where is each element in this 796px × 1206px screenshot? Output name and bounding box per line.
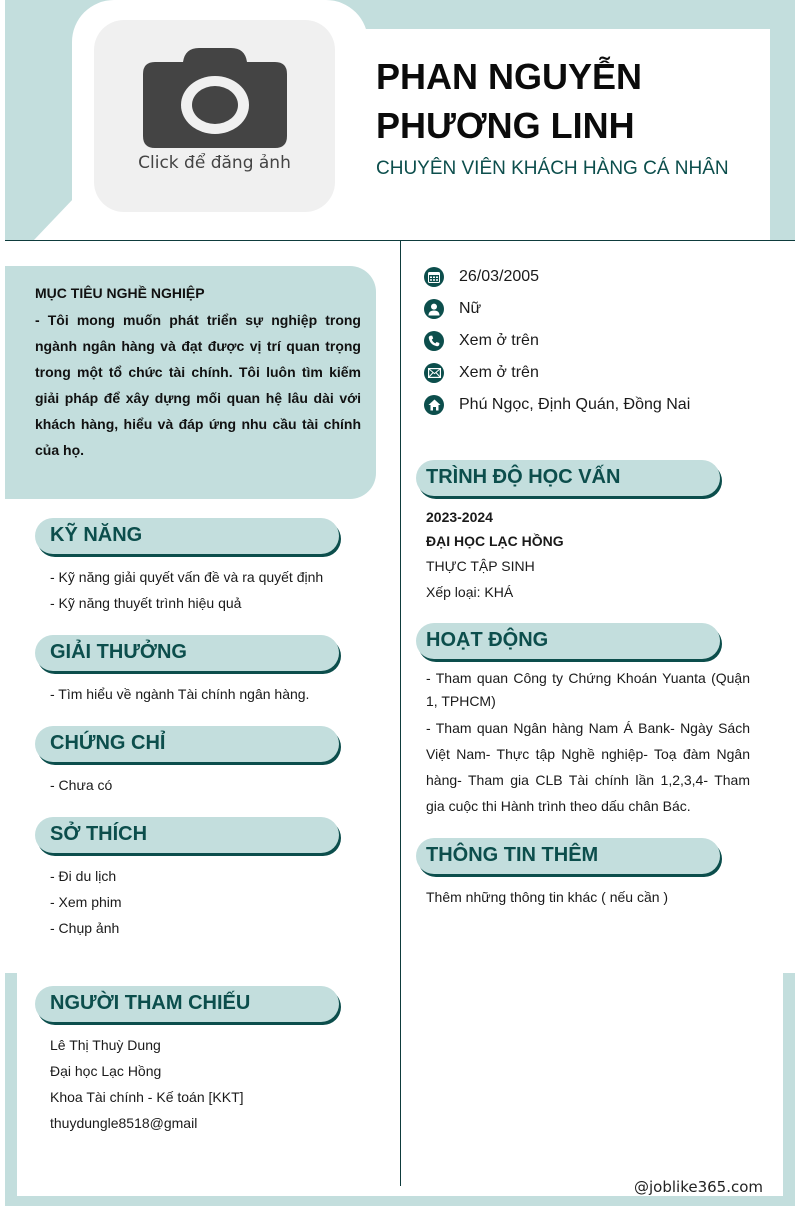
activities-list — [426, 667, 750, 819]
objective-title: MỤC TIÊU NGHỀ NGHIỆP — [35, 285, 205, 301]
reference-name: Lê Thị Thuỳ Dung — [50, 1037, 161, 1053]
reference-email: thuydungle8518@gmail — [50, 1115, 198, 1131]
education-grade: Xếp loại: KHÁ — [426, 584, 514, 600]
contact-value: Xem ở trên — [459, 332, 539, 349]
reference-org: Đại học Lạc Hồng — [50, 1063, 162, 1079]
list-item: - Tìm hiểu về ngành Tài chính ngân hàng. — [50, 686, 310, 702]
activity-item: - Tham quan Ngân hàng Nam Á Bank- Ngày Sách Việt Nam- Thực tập Nghề nghiệp- Toạ đàm Ngân hàng- Tham gia CLB Tài chính lần 1,2,3,4- Tham gia cuộc thi Hành trình theo dấu chân Bác. — [426, 720, 750, 814]
contact-value: Phú Ngọc, Định Quán, Đồng Nai — [459, 396, 691, 413]
full-name — [376, 52, 756, 150]
photo-upload-label: Click để đăng ảnh — [138, 153, 291, 173]
home-icon — [424, 395, 444, 415]
section-header-references — [35, 986, 339, 1022]
watermark: @joblike365.com — [634, 1178, 764, 1196]
education-period: 2023-2024 — [426, 509, 493, 525]
user-icon — [424, 299, 444, 319]
list-item: - Xem phim — [50, 894, 122, 910]
education-entry — [426, 505, 564, 605]
section-header-certificates — [35, 726, 339, 762]
section-header-hobbies — [35, 817, 339, 853]
skills-list — [50, 564, 323, 616]
contact-value: Nữ — [459, 300, 482, 317]
section-title: TRÌNH ĐỘ HỌC VẤN — [426, 466, 621, 488]
photo-upload[interactable] — [94, 20, 335, 212]
header-decor-triangle — [34, 198, 74, 240]
section-title: SỞ THÍCH — [50, 823, 148, 845]
additional-info-text: Thêm những thông tin khác ( nếu cần ) — [426, 889, 669, 905]
section-title: NGƯỜI THAM CHIẾU — [50, 992, 251, 1014]
section-header-awards — [35, 635, 339, 671]
certificates-list — [50, 772, 112, 798]
objective-box — [5, 266, 376, 499]
contact-value: 26/03/2005 — [459, 268, 540, 285]
section-title: GIẢI THƯỞNG — [50, 641, 187, 663]
references-list — [50, 1032, 244, 1136]
education-school: ĐẠI HỌC LẠC HỒNG — [426, 533, 564, 549]
section-title: HOẠT ĐỘNG — [426, 629, 549, 651]
contact-gender — [424, 298, 481, 320]
reference-dept: Khoa Tài chính - Kế toán [KKT] — [50, 1089, 244, 1105]
education-role: THỰC TẬP SINH — [426, 558, 535, 574]
contact-phone — [424, 330, 539, 352]
list-item: - Chưa có — [50, 777, 113, 793]
hobbies-list — [50, 863, 122, 941]
contact-email — [424, 362, 539, 384]
awards-list — [50, 681, 309, 707]
list-item: - Kỹ năng thuyết trình hiệu quả — [50, 595, 242, 611]
job-title: CHUYÊN VIÊN KHÁCH HÀNG CÁ NHÂN — [376, 158, 729, 179]
list-item: - Chụp ảnh — [50, 920, 120, 936]
list-item: - Đi du lịch — [50, 868, 117, 884]
activity-item: - Tham quan Công ty Chứng Khoán Yuanta (Quận 1, TPHCM) — [426, 670, 750, 709]
contact-address — [424, 394, 690, 416]
frame-bottom — [5, 1196, 795, 1206]
name-line-2: PHƯƠNG LINH — [376, 105, 635, 146]
camera-icon — [143, 48, 287, 148]
section-header-education — [416, 460, 720, 496]
contact-value: Xem ở trên — [459, 364, 539, 381]
section-header-activities — [416, 623, 720, 659]
objective-text: - Tôi mong muốn phát triển sự nghiệp trong ngành ngân hàng và đạt được vị trí quan trọng trong một tổ chức tài chính. Tôi luôn tìm kiếm giải pháp để xây dựng mối quan hệ lâu dài với khách hàng, hiểu và đáp ứng nhu cầu tài chính của họ. — [35, 312, 361, 458]
phone-icon — [424, 331, 444, 351]
contact-birthdate — [424, 266, 539, 288]
section-header-skills — [35, 518, 339, 554]
frame-left — [5, 973, 17, 1206]
section-title: KỸ NĂNG — [50, 524, 143, 546]
frame-right — [783, 973, 795, 1206]
section-title: CHỨNG CHỈ — [50, 732, 166, 754]
section-title: THÔNG TIN THÊM — [426, 844, 599, 866]
section-header-additional-info — [416, 838, 720, 874]
name-line-1: PHAN NGUYỄN — [376, 56, 643, 97]
column-divider — [400, 241, 401, 1186]
calendar-icon — [424, 267, 444, 287]
email-icon — [424, 363, 444, 383]
list-item: - Kỹ năng giải quyết vấn đề và ra quyết định — [50, 569, 324, 585]
